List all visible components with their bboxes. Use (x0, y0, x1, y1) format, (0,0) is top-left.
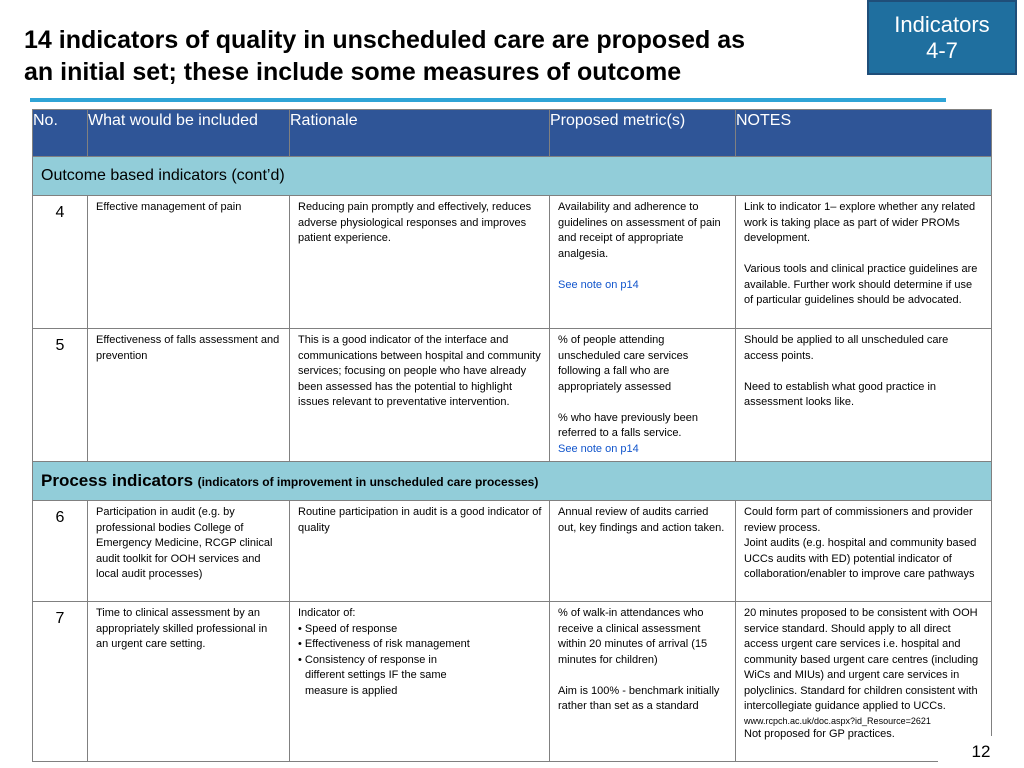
header-row (33, 110, 992, 157)
notes-cell (736, 329, 992, 462)
notes-text-1: Should be applied to all unscheduled care access points. (744, 334, 949, 362)
notes-text-2: Not proposed for GP practices. (744, 727, 895, 740)
rationale-bullet: • Effectiveness of risk management (298, 638, 470, 650)
col-header-notes: NOTES (736, 110, 992, 157)
table-row (33, 501, 992, 602)
metric-text-1: % of people attending unscheduled care services following a fall who are appropriately assessed (558, 334, 689, 393)
col-header-rationale: Rationale (290, 110, 550, 157)
section-row-process (33, 462, 992, 501)
metric-cell (550, 602, 736, 762)
slide-title (24, 24, 864, 88)
rationale-cell: This is a good indicator of the interface and communications between hospital and community services; focusing on people who have already been assessed has the potential to highlight issues relevant to preventative intervention. (290, 329, 550, 462)
table-row (33, 329, 992, 462)
title-line-1: 14 indicators of quality in unscheduled care are proposed as (24, 26, 746, 54)
row-number: 5 (33, 329, 88, 462)
section-label-outcome: Outcome based indicators (cont’d) (33, 157, 992, 196)
notes-cell (736, 501, 992, 602)
page-number: 12 (938, 736, 1024, 768)
indicators-badge (867, 0, 1017, 75)
notes-text-2: Need to establish what good practice in assessment looks like. (744, 380, 937, 408)
table-row (33, 602, 992, 762)
process-sublabel: (indicators of improvement in unscheduled care processes) (197, 475, 539, 489)
row-number: 7 (33, 602, 88, 762)
notes-text-1: Link to indicator 1– explore whether any related work is taking place as part of wider PROMs development. (744, 201, 976, 244)
section-label-process (33, 462, 992, 501)
notes-text-1: Could form part of commissioners and provider review process. (744, 506, 973, 534)
rationale-cell (290, 602, 550, 762)
badge-line-1: Indicators (894, 12, 990, 37)
title-divider (30, 98, 946, 102)
notes-text-2: Joint audits (e.g. hospital and community based UCCs audits with ED) potential indicator of collaboration/enabler to improve care pathways (744, 537, 977, 580)
metric-cell (550, 329, 736, 462)
rationale-bullet: • Consistency of response in (298, 653, 437, 666)
notes-text-2: Various tools and clinical practice guidelines are available. Further work should determine if use of particular guidelines should be advocated. (744, 263, 978, 306)
rationale-cell: Reducing pain promptly and effectively, reduces adverse physiological responses and improves patient experience. (290, 196, 550, 329)
row-number: 6 (33, 501, 88, 602)
rationale-head: Indicator of: (298, 607, 356, 619)
rationale-bullet-cont: different settings IF the same (305, 669, 447, 681)
notes-cell (736, 196, 992, 329)
rationale-bullet: • Speed of response (298, 622, 398, 635)
included-cell: Effective management of pain (88, 196, 290, 329)
process-label: Process indicators (41, 471, 194, 490)
metric-cell (550, 196, 736, 329)
table-row (33, 196, 992, 329)
metric-cell: Annual review of audits carried out, key findings and action taken. (550, 501, 736, 602)
metric-text-2: % who have previously been referred to a falls service. (558, 411, 699, 439)
rationale-cell: Routine participation in audit is a good indicator of quality (290, 501, 550, 602)
rationale-bullet-cont: measure is applied (305, 684, 398, 697)
row-number: 4 (33, 196, 88, 329)
included-cell: Effectiveness of falls assessment and prevention (88, 329, 290, 462)
section-row-outcome (33, 157, 992, 196)
included-cell: Participation in audit (e.g. by professional bodies College of Emergency Medicine, RCGP clinical audit toolkit for OOH services and local audit processes) (88, 501, 290, 602)
notes-text-1: 20 minutes proposed to be consistent with OOH service standard. Should apply to all direct access urgent care services i.e. hospital and community based urgent care centres (including WiCs and MIUs) and urgent care services in polyclinics. Standard for children consistent with intercollegiate guidance applied to UCCs. (744, 607, 979, 712)
col-header-metric: Proposed metric(s) (550, 110, 736, 157)
metric-text-1: % of walk-in attendances who receive a clinical assessment within 20 minutes of arrival (15 minutes for children) (558, 607, 708, 666)
col-header-included: What would be included (88, 110, 290, 157)
included-cell: Time to clinical assessment by an appropriately skilled professional in an urgent care setting. (88, 602, 290, 762)
metric-text: Availability and adherence to guidelines on assessment of pain and receipt of appropriate analgesia. (558, 201, 721, 260)
see-note-link[interactable]: See note on p14 (558, 278, 639, 291)
title-line-2: an initial set; these include some measures of outcome (24, 58, 682, 86)
col-header-no: No. (33, 110, 88, 157)
badge-line-2: 4-7 (926, 38, 958, 63)
indicators-table (32, 109, 992, 762)
metric-text-2: Aim is 100% - benchmark initially rather than set as a standard (558, 684, 720, 712)
see-note-link[interactable]: See note on p14 (558, 442, 639, 455)
notes-url[interactable]: www.rcpch.ac.uk/doc.aspx?id_Resource=2621 (744, 715, 931, 726)
